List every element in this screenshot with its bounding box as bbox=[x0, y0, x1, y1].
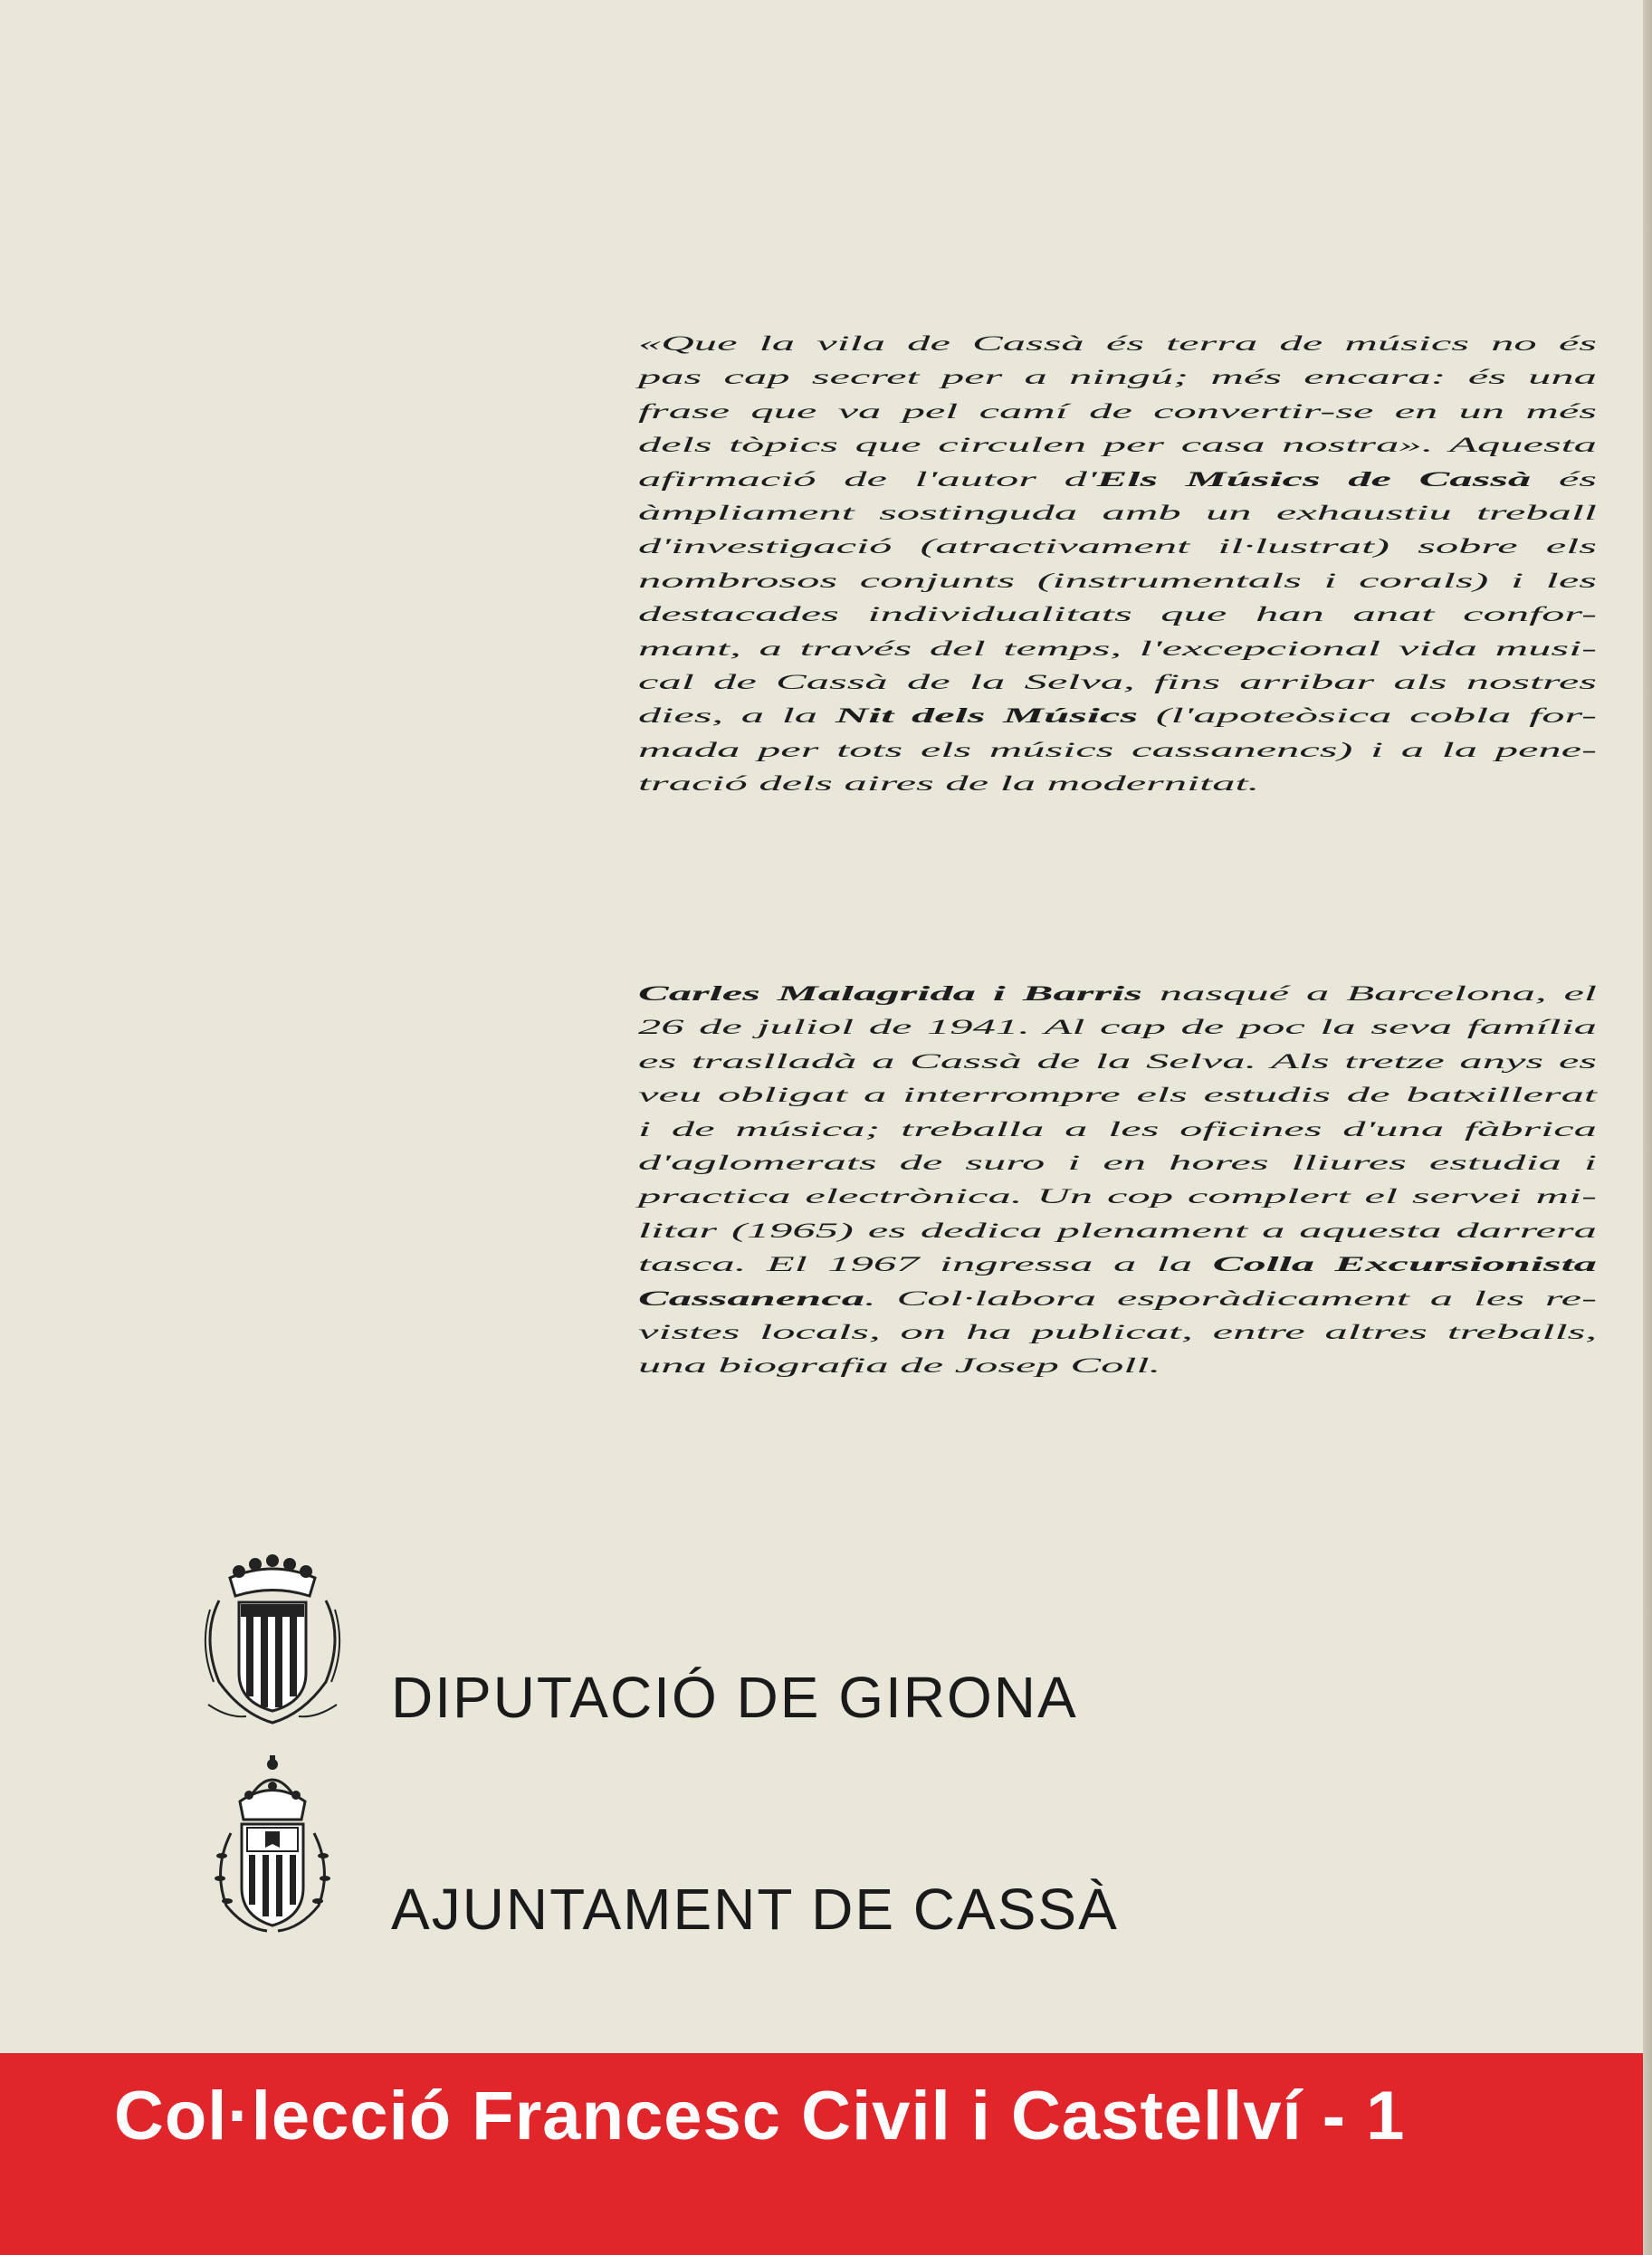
ajuntament-label: AJUNTAMENT DE CASSÀ bbox=[391, 1877, 1119, 1942]
girona-coat-of-arms-icon bbox=[192, 1546, 353, 1727]
blurb-text: (l'apoteòsica cobla for- bbox=[1138, 704, 1597, 729]
blurb-paragraph bbox=[638, 328, 1597, 802]
bio-line bbox=[638, 1248, 1597, 1282]
blurb-text: dies, a la bbox=[638, 704, 836, 729]
bio-text: . Col·labora esporàdicament a les re- bbox=[864, 1286, 1597, 1311]
blurb-line: «Que la vila de Cassà és terra de músics no és bbox=[638, 332, 1597, 356]
blurb-line: cal de Cassà de la Selva, fins arribar als nostres bbox=[638, 671, 1597, 695]
blurb-line: d'investigació (atractivament il·lustrat) sobre els bbox=[638, 535, 1597, 559]
bio-line bbox=[638, 978, 1597, 1011]
bio-line: veu obligat a interrompre els estudis de batxillerat bbox=[638, 1084, 1597, 1108]
blurb-line bbox=[638, 463, 1597, 497]
author-name: Carles Malagrida i Barris bbox=[638, 982, 1142, 1006]
blurb-line: tració dels aires de la modernitat. bbox=[638, 772, 1260, 797]
blurb-line: mant, a través del temps, l'excepcional vida musi- bbox=[638, 636, 1597, 661]
blurb-text: és bbox=[1531, 467, 1597, 492]
bio-line: i de música; treballa a les oficines d'una fàbrica bbox=[638, 1117, 1597, 1142]
blurb-line bbox=[638, 700, 1597, 733]
blurb-line: pas cap secret per a ningú; més encara: és una bbox=[638, 366, 1597, 390]
bio-line: es traslladà a Cassà de la Selva. Als tretze anys es bbox=[638, 1049, 1597, 1074]
bio-line: 26 de juliol de 1941. Al cap de poc la seva família bbox=[638, 1016, 1597, 1040]
diputacio-label: DIPUTACIÓ DE GIRONA bbox=[391, 1665, 1078, 1730]
cover-edge bbox=[1643, 0, 1652, 2255]
blurb-line: mada per tots els músics cassanencs) i a la pene- bbox=[638, 738, 1597, 762]
club-name: Colla Excursionista bbox=[1212, 1253, 1597, 1277]
bio-text: nasqué a Barcelona, el bbox=[1141, 982, 1597, 1006]
blurb-line: dels tòpics que circulen per casa nostra». Aquesta bbox=[638, 434, 1597, 458]
blurb-line: frase que va pel camí de convertir-se en un més bbox=[638, 399, 1597, 424]
bio-line: una biografia de Josep Coll. bbox=[638, 1354, 1161, 1379]
collection-title: Col·lecció Francesc Civil i Castellví - 1 bbox=[114, 2078, 1406, 2155]
cassa-coat-of-arms-icon bbox=[195, 1752, 350, 1937]
author-bio bbox=[638, 978, 1597, 1384]
blurb-line: destacades individualitats que han anat confor- bbox=[638, 603, 1597, 627]
bio-line: d'aglomerats de suro i en hores lliures estudia i bbox=[638, 1151, 1597, 1176]
blurb-line: àmpliament sostinguda amb un exhaustiu treball bbox=[638, 502, 1597, 526]
book-title: Els Músics de Cassà bbox=[1096, 467, 1532, 492]
bio-text: tasca. El 1967 ingressa a la bbox=[638, 1253, 1213, 1277]
bio-line: vistes locals, on ha publicat, entre altres treballs, bbox=[638, 1321, 1597, 1345]
blurb-line: nombrosos conjunts (instrumentals i corals) i les bbox=[638, 569, 1597, 593]
blurb-text: afirmació de l'autor d' bbox=[638, 467, 1097, 492]
event-name: Nit dels Músics bbox=[835, 704, 1139, 729]
bio-line: practica electrònica. Un cop complert el servei mi- bbox=[638, 1185, 1597, 1209]
bio-line bbox=[638, 1283, 1597, 1316]
club-name: Cassanenca bbox=[638, 1286, 865, 1311]
bio-line: litar (1965) es dedica plenament a aquesta darrera bbox=[638, 1218, 1597, 1243]
